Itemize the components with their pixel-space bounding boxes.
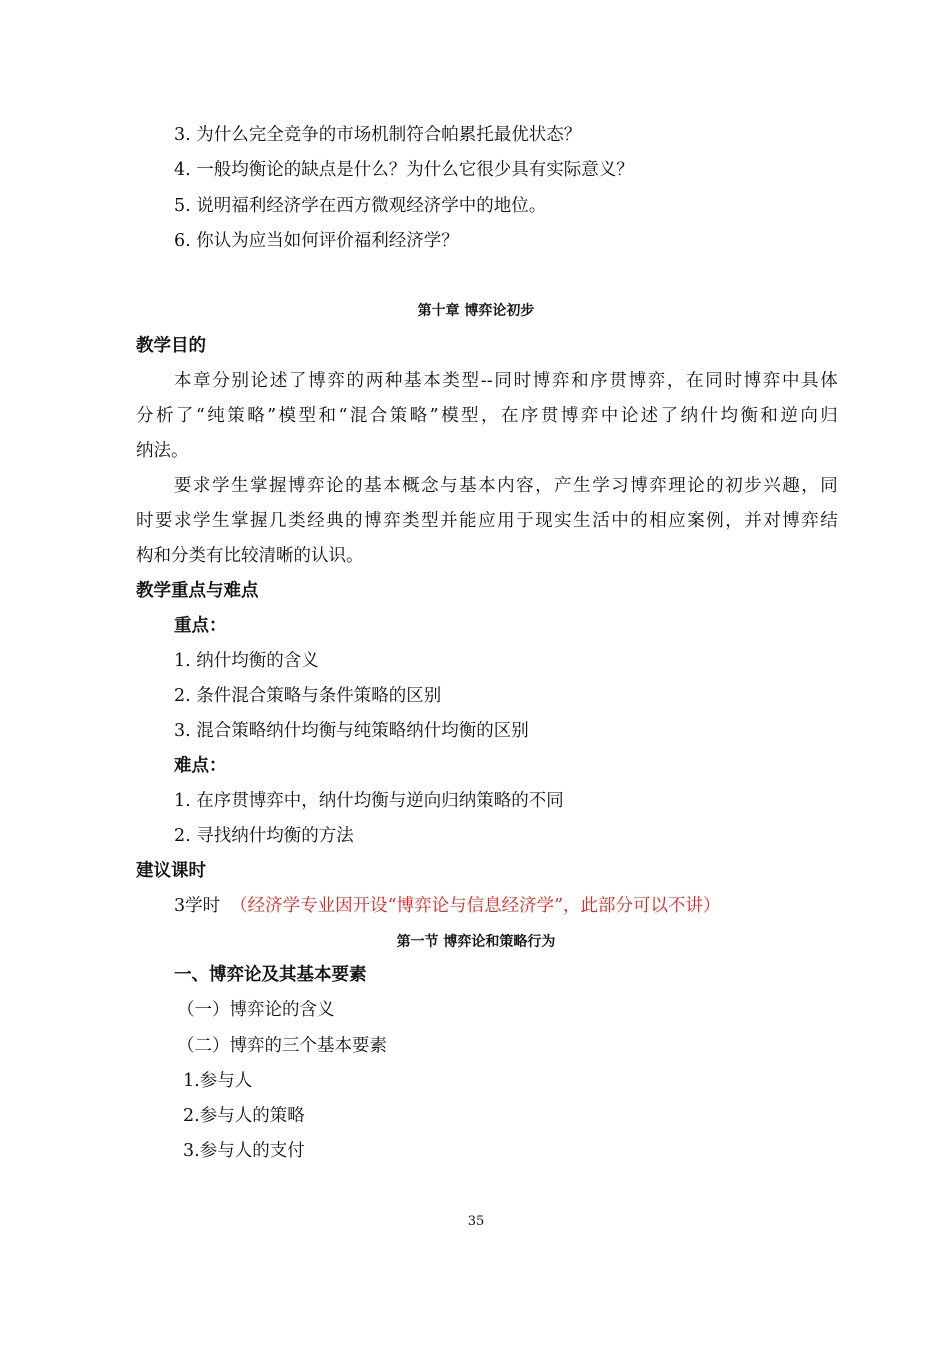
section-item-4: 2.参与人的策略 [183,1106,305,1126]
hours-note: （经济学专业因开设“博弈论与信息经济学”，此部分可以不讲） [230,896,721,916]
objectives-para1-line1: 本章分别论述了博弈的两种基本类型--同时博弈和序贯博弈，在同时博弈中具体 [174,371,838,391]
hours-line [174,894,721,918]
objectives-heading: 教学目的 [136,336,206,356]
question-5: 5. 说明福利经济学在西方微观经济学中的地位。 [174,196,547,216]
objectives-para2-line1: 要求学生掌握博弈论的基本概念与基本内容，产生学习博弈理论的初步兴趣，同 [174,476,838,496]
objectives-para2-line2: 时要求学生掌握几类经典的博弈类型并能应用于现实生活中的相应案例，并对博弈结 [136,511,838,531]
key-points-heading: 教学重点与难点 [136,581,259,601]
section-subheading: 一、博弈论及其基本要素 [174,965,367,985]
hours-value: 3学时 [174,896,221,916]
question-4: 4. 一般均衡论的缺点是什么？为什么它很少具有实际意义？ [174,160,634,180]
objectives-para1-line3: 纳法。 [136,441,189,461]
page-number: 35 [467,1214,485,1229]
section-title: 第一节 博弈论和策略行为 [396,934,556,950]
key-item-3: 3. 混合策略纳什均衡与纯策略纳什均衡的区别 [174,721,529,741]
section-item-1: （一）博弈论的含义 [177,1000,335,1020]
key-item-1: 1. 纳什均衡的含义 [174,651,319,671]
question-3: 3. 为什么完全竞争的市场机制符合帕累托最优状态？ [174,125,582,145]
difficult-item-2: 2. 寻找纳什均衡的方法 [174,826,354,846]
key-item-2: 2. 条件混合策略与条件策略的区别 [174,686,442,706]
section-item-3: 1.参与人 [183,1071,253,1091]
hours-heading: 建议课时 [136,861,206,881]
question-6: 6. 你认为应当如何评价福利经济学？ [174,231,459,251]
difficult-item-1: 1. 在序贯博弈中，纳什均衡与逆向归纳策略的不同 [174,791,564,811]
key-label: 重点： [174,616,227,636]
objectives-para1-line2: 分析了“纯策略”模型和“混合策略”模型，在序贯博弈中论述了纳什均衡和逆向归 [136,406,838,426]
section-item-5: 3.参与人的支付 [183,1141,305,1161]
chapter-title: 第十章 博弈论初步 [417,303,535,319]
section-item-2: （二）博弈的三个基本要素 [177,1036,387,1056]
difficult-label: 难点： [174,756,227,776]
objectives-para2-line3: 构和分类有比较清晰的认识。 [136,546,364,566]
